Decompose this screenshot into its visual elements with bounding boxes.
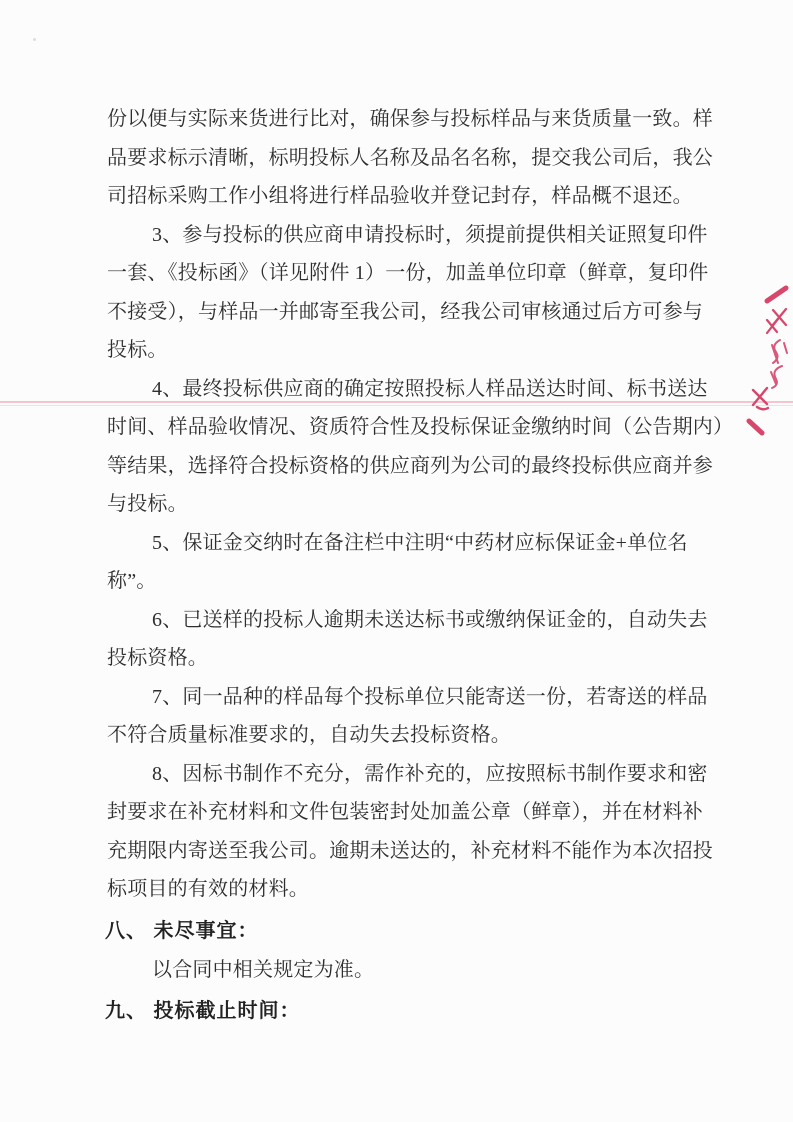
- document-line: 投标资格。: [107, 647, 208, 669]
- document-line: 标项目的有效的材料。: [107, 878, 309, 900]
- document-line: 等结果，选择符合投标资格的供应商列为公司的最终投标供应商并参: [107, 455, 713, 477]
- red-handwriting-annotation: [746, 280, 793, 436]
- document-line: 封要求在补充材料和文件包装密封处加盖公章（鲜章），并在材料补: [107, 801, 703, 823]
- document-line: 以合同中相关规定为准。: [152, 959, 375, 981]
- document-line: 品要求标示清晰，标明投标人名称及品名名称，提交我公司后，我公: [107, 147, 713, 169]
- document-line: 时间、样品验收情况、资质符合性及投标保证金缴纳时间（公告期内）: [107, 416, 734, 438]
- document-line: 与投标。: [107, 493, 188, 515]
- document-line: 8、因标书制作不充分，需作补充的，应按照标书制作要求和密: [152, 763, 708, 785]
- document-line: 不接受），与样品一并邮寄至我公司，经我公司审核通过后方可参与: [107, 301, 703, 323]
- section-heading-8: 八、 未尽事宜：: [105, 920, 259, 942]
- document-line: 4、最终投标供应商的确定按照投标人样品送达时间、标书送达: [152, 378, 708, 400]
- section-heading-9: 九、 投标截止时间：: [105, 1000, 301, 1022]
- scan-fold-line: [0, 405, 793, 406]
- document-line: 份以便与实际来货进行比对，确保参与投标样品与来货质量一致。样: [107, 108, 713, 130]
- document-line: 充期限内寄送至我公司。逾期未送达的，补充材料不能作为本次招投: [107, 840, 713, 862]
- document-line: 7、同一品种的样品每个投标单位只能寄送一份，若寄送的样品: [152, 686, 708, 708]
- document-line: 司招标采购工作小组将进行样品验收并登记封存，样品概不退还。: [107, 185, 693, 207]
- scan-speck: [33, 38, 36, 41]
- document-line: 不符合质量标准要求的，自动失去投标资格。: [107, 724, 511, 746]
- document-line: 5、保证金交纳时在备注栏中注明“中药材应标保证金+单位名: [152, 532, 688, 554]
- document-line: 投标。: [107, 339, 168, 361]
- document-line: 称”。: [107, 570, 157, 592]
- document-line: 6、已送样的投标人逾期未送达标书或缴纳保证金的，自动失去: [152, 609, 708, 631]
- document-line: 3、参与投标的供应商申请投标时，须提前提供相关证照复印件: [152, 224, 708, 246]
- document-line: 一套、《投标函》（详见附件 1）一份，加盖单位印章（鲜章，复印件: [107, 262, 709, 284]
